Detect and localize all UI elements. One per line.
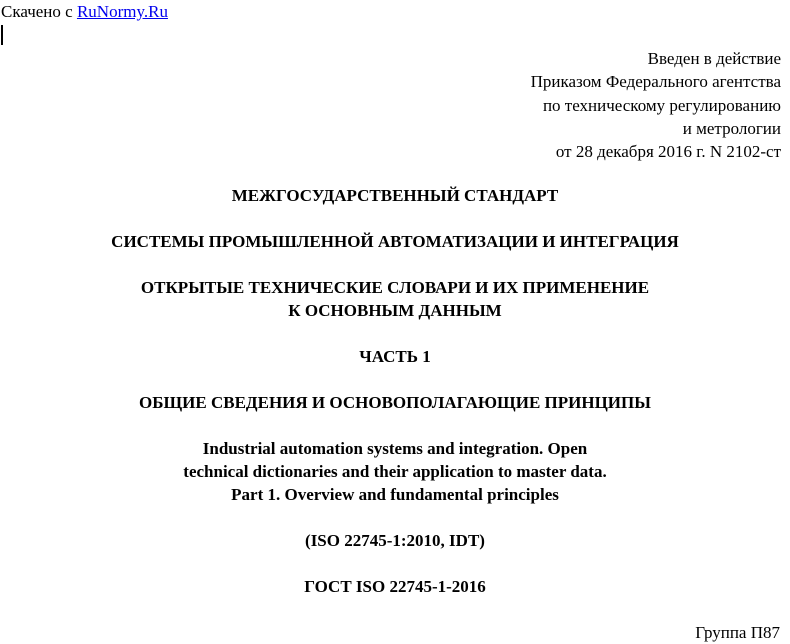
decree-line: от 28 декабря 2016 г. N 2102-ст	[555, 142, 781, 162]
subtitle-heading	[0, 276, 790, 322]
gost-code: ГОСТ ISO 22745-1-2016	[304, 577, 486, 596]
decree-line: Введен в действие	[647, 49, 781, 68]
group-label: Группа П87	[695, 623, 780, 642]
decree-line: и метрологии	[682, 118, 781, 138]
decree-line: по техническому регулированию	[542, 95, 781, 115]
decree-block	[531, 47, 781, 163]
english-title-line: Part 1. Overview and fundamental principles	[231, 485, 559, 504]
series-title-heading: СИСТЕМЫ ПРОМЫШЛЕННОЙ АВТОМАТИЗАЦИИ И ИНТЕГРАЦИЯ	[111, 232, 679, 251]
part-title-heading: ОБЩИЕ СВЕДЕНИЯ И ОСНОВОПОЛАГАЮЩИЕ ПРИНЦИПЫ	[139, 393, 651, 412]
subtitle-line: К ОСНОВНЫМ ДАННЫМ	[288, 301, 502, 320]
download-source-prefix: Скачено с	[1, 2, 77, 21]
download-source-line	[1, 2, 168, 22]
subtitle-line: ОТКРЫТЫЕ ТЕХНИЧЕСКИЕ СЛОВАРИ И ИХ ПРИМЕНЕНИЕ	[140, 278, 650, 297]
iso-reference: (ISO 22745-1:2010, IDT)	[305, 531, 485, 550]
decree-line: Приказом Федерального агентства	[530, 72, 781, 92]
english-title-line: technical dictionaries and their application to master data.	[183, 462, 607, 481]
standard-type-heading: МЕЖГОСУДАРСТВЕННЫЙ СТАНДАРТ	[231, 186, 559, 205]
part-heading: ЧАСТЬ 1	[359, 347, 431, 366]
runormy-link[interactable]: RuNormy.Ru	[76, 2, 168, 21]
text-cursor	[1, 25, 3, 45]
english-title-line: Industrial automation systems and integration. Open	[202, 439, 588, 458]
english-title	[0, 437, 790, 506]
